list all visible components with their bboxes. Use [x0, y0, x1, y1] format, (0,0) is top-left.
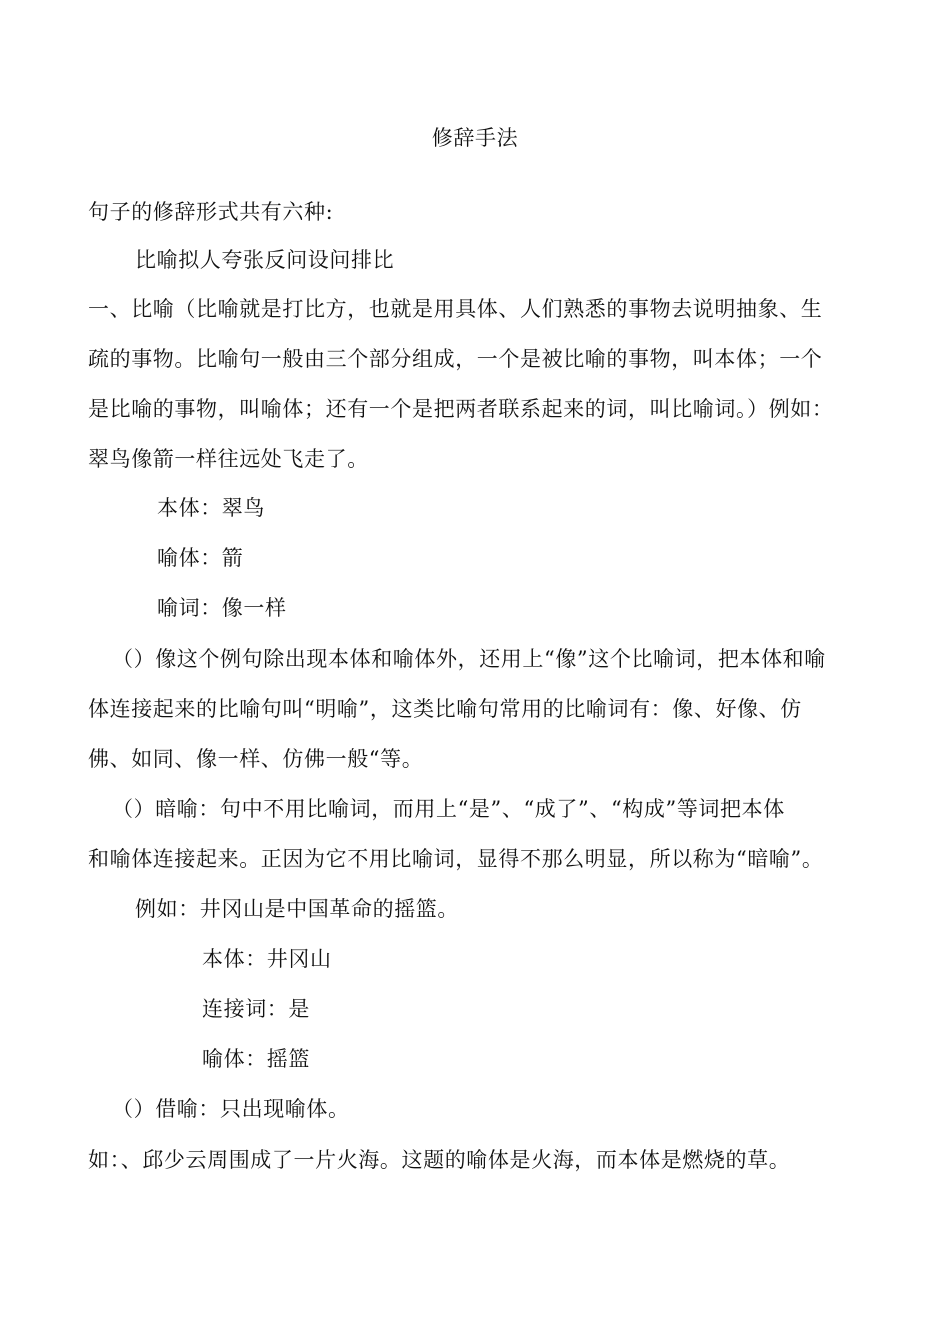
jieyu-heading: （）借喻：只出现喻体。	[112, 1097, 350, 1121]
anyu-lianjieci: 连接词：是	[202, 997, 310, 1021]
example1-yuci: 喻词：像一样	[157, 596, 287, 620]
anyu-benti: 本体：井冈山	[202, 947, 332, 971]
example1-yuti: 喻体：箭	[157, 546, 244, 570]
section-simile-line-4: 翠鸟像箭一样往远处飞走了。	[88, 447, 369, 471]
anyu-line-1: （）暗喻：句中不用比喻词，而用上“是”、“成了”、“构成”等词把本体	[112, 797, 785, 821]
anyu-line-2: 和喻体连接起来。正因为它不用比喻词，显得不那么明显，所以称为“暗喻”。	[88, 847, 824, 871]
section-simile-line-1: 一、比喻（比喻就是打比方，也就是用具体、人们熟悉的事物去说明抽象、生	[88, 297, 823, 321]
anyu-yuti: 喻体：摇篮	[202, 1047, 310, 1071]
example1-benti: 本体：翠鸟	[157, 496, 265, 520]
intro-text: 句子的修辞形式共有六种:	[88, 200, 334, 224]
jieyu-example: 如：、邱少云周围成了一片火海。这题的喻体是火海，而本体是燃烧的草。	[88, 1148, 791, 1172]
page-title: 修辞手法	[431, 126, 519, 150]
section-simile-line-3: 是比喻的事物，叫喻体；还有一个是把两者联系起来的词，叫比喻词。）例如：	[88, 397, 834, 421]
mingyu-line-3: 佛、如同、像一样、仿佛一般“等。	[88, 747, 424, 771]
anyu-example-intro: 例如：井冈山是中国革命的摇篮。	[135, 897, 459, 921]
mingyu-line-2: 体连接起来的比喻句叫“明喻”，这类比喻句常用的比喻词有：像、好像、仿	[88, 697, 802, 721]
section-simile-line-2: 疏的事物。比喻句一般由三个部分组成，一个是被比喻的事物，叫本体；一个	[88, 347, 823, 371]
mingyu-line-1: （）像这个例句除出现本体和喻体外，还用上“像”这个比喻词，把本体和喻	[112, 647, 826, 671]
rhetoric-kinds: 比喻拟人夸张反问设问排比	[135, 248, 395, 272]
